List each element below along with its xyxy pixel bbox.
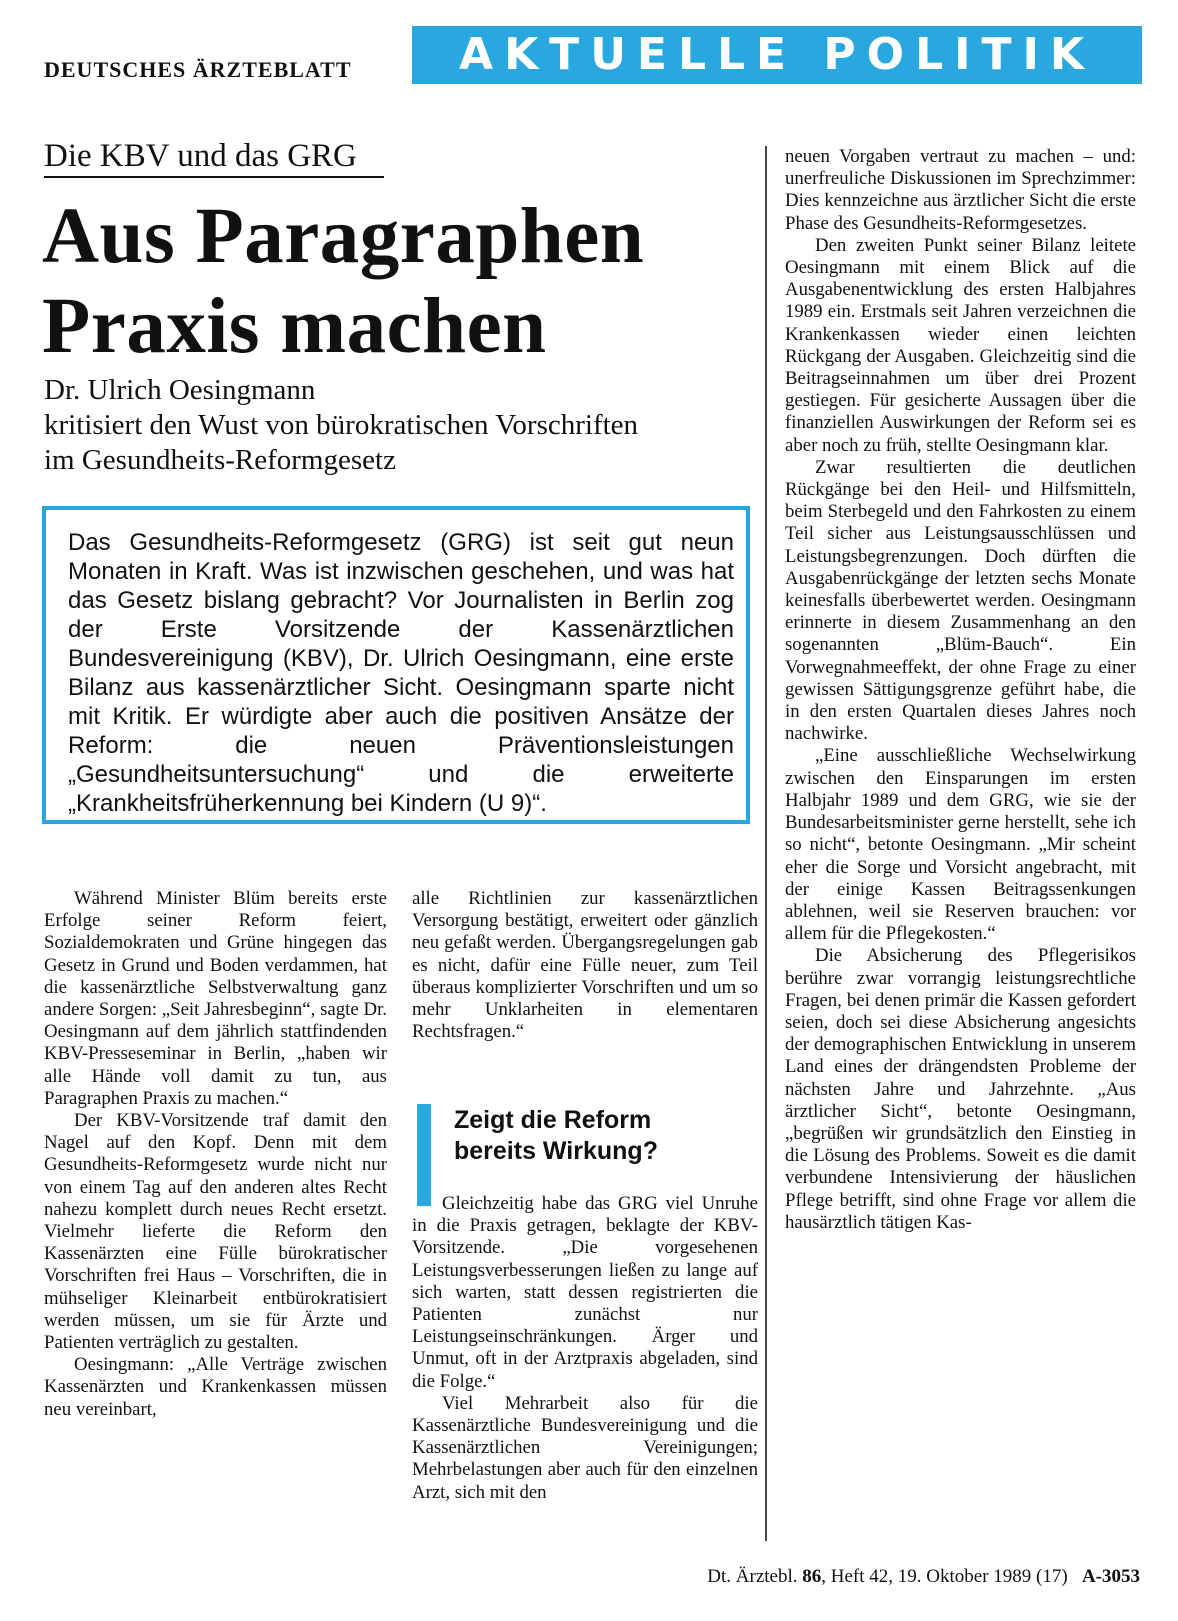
paragraph: Die Absicherung des Pflegerisikos berühre zwar vorrangig leistungsrechtliche Fragen, bei denen primär die Kassen gefordert seien, doch sei diese Absicherung angesichts der demographischen Entwicklung in unserem Land eines der drängendsten Probleme der nächsten Jahre und Jahrzehnte. „Aus ärztlicher Sicht“, betonte Oesingmann, „begrüßen wir grundsätzlich den Einstieg in die Lösung des Problems. Soweit es die damit verbundene Intensivierung der häuslichen Pflege betrifft, sind ohne Frage vor allem die hausärztlich tätigen Kas- [785,945,1136,1233]
section-banner [412,26,1142,84]
subheading-line-2: bereits Wirkung? [454,1137,658,1165]
subtitle-line-1: Dr. Ulrich Oesingmann [44,374,316,406]
body-column-1 [44,888,387,1421]
section-title: AKTUELLE POLITIK [459,29,1095,80]
subtitle-line-2: kritisiert den Wust von bürokratischen Vorschriften [44,409,639,441]
paragraph: Oesingmann: „Alle Verträge zwischen Kassenärzten und Krankenkassen müssen neu vereinbart, [44,1354,387,1420]
headline-line-2: Praxis machen [42,283,547,370]
body-column-2-bottom [412,1193,758,1504]
paragraph: Gleichzeitig habe das GRG viel Unruhe in die Praxis getragen, beklagte der KBV-Vorsitzende. „Die vorgesehenen Leistungsverbesserungen ließen zu lange auf sich warten, statt dessen registrierten die Patienten zunächst nur Leistungseinschränkungen. Ärger und Unmut, oft in der Arztpraxis abgeladen, sind die Folge.“ [412,1193,758,1392]
page-footer [600,1566,1140,1588]
subheading [454,1105,754,1167]
paragraph: Während Minister Blüm bereits erste Erfolge seiner Reform feiert, Sozialdemokraten und Grüne hingegen das Gesetz in Grund und Boden verdammen, hat die kassenärztliche Selbstverwaltung ganz andere Sorgen: „Seit Jahresbeginn“, sagte Dr. Oesingmann auf dem jährlich stattfindenden KBV-Presseseminar in Berlin, „haben wir alle Hände voll damit zu tun, aus Paragraphen Praxis zu machen.“ [44,888,387,1109]
footer-journal: Dt. Ärztebl. [707,1566,798,1587]
article-kicker: Die KBV und das GRG [44,136,384,178]
paragraph: „Eine ausschließliche Wechselwirkung zwischen den Einsparungen im ersten Halbjahr 1989 und dem GRG, wie sie der Bundesarbeitsminister gerne herstellt, sehe ich so nicht“, betonte Oesingmann. „Mir scheint eher die Sorge und Vorsicht angebracht, mit der einige Kassen Beitragssenkungen ablehnen, weil sie Reserven brauchen: vor allem für die Pflegekosten.“ [785,745,1136,945]
paragraph: Den zweiten Punkt seiner Bilanz leitete Oesingmann mit einem Blick auf die Ausgabenentwicklung des ersten Halbjahres 1989 ein. Erstmals seit Jahren verzeichnen die Krankenkassen wieder einen leichten Rückgang der Ausgaben. Gleichzeitig sind die Beitragseinnahmen um über drei Prozent gestiegen. Für gesicherte Aussagen über die finanziellen Auswirkungen der Reform sei es aber noch zu früh, stellte Oesingmann klar. [785,234,1136,456]
column-divider [765,146,767,1541]
paragraph: neuen Vorgaben vertraut zu machen – und: unerfreuliche Diskussionen im Sprechzimmer: Dies kennzeichne aus ärztlicher Sicht die erste Phase des Gesundheits-Reformgesetzes. [785,146,1136,234]
subheading-line-1: Zeigt die Reform [454,1106,652,1134]
article-subtitle [44,373,784,478]
article-headline [42,192,782,372]
paragraph: Der KBV-Vorsitzende traf damit den Nagel auf den Kopf. Denn mit dem Gesundheits-Reformgesetz wurde nicht nur von einem Tag auf den anderen altes Recht nahezu komplett durch neues Recht ersetzt. Vielmehr lieferte die Reform den Kassenärzten eine Fülle bürokratischer Vorschriften frei Haus – Vorschriften, die in mühseliger Kleinarbeit entbürokratisiert werden müssen, um sie für Ärzte und Patienten verträglich zu gestalten. [44,1110,387,1354]
page-number: A-3053 [1081,1566,1140,1587]
footer-volume: 86 [802,1566,822,1587]
journal-name: DEUTSCHES ÄRZTEBLATT [44,57,352,82]
headline-line-1: Aus Paragraphen [42,193,645,280]
body-column-3 [785,146,1136,1234]
intro-text: Das Gesundheits-Reformgesetz (GRG) ist seit gut neun Monaten in Kraft. Was ist inzwischen geschehen, und was hat das Gesetz bislang gebracht? Vor Journalisten in Berlin zog der Erste Vorsitzende der Kassenärztlichen Bundesvereinigung (KBV), Dr. Ulrich Oesingmann, eine erste Bilanz aus kassenärztlicher Sicht. Oesingmann sparte nicht mit Kritik. Er würdigte aber auch die positiven Ansätze der Reform: die neuen Präventionsleistungen „Gesundheitsuntersuchung“ und die erweiterte „Krankheitsfrüherkennung bei Kindern (U 9)“. [68,529,734,817]
footer-issue: , Heft 42, 19. Oktober 1989 (17) [821,1566,1068,1587]
body-column-2-top [412,888,758,1043]
subtitle-line-3: im Gesundheits-Reformgesetz [44,444,396,476]
subheading-marker [417,1104,431,1206]
paragraph: Viel Mehrarbeit also für die Kassenärztliche Bundesvereinigung und die Kassenärztlichen Vereinigungen; Mehrbelastungen aber auch für den einzelnen Arzt, sich mit den [412,1392,758,1503]
paragraph: Zwar resultierten die deutlichen Rückgänge bei den Heil- und Hilfsmitteln, beim Sterbegeld und den Fahrkosten zu einem Teil sicher aus Leistungsausschlüssen und Leistungsbegrenzungen. Doch dürften die Ausgabenrückgänge der letzten sechs Monate keinesfalls überbewertet werden. Oesingmann erinnerte in diesem Zusammenhang an den sogenannten „Blüm-Bauch“. Ein Vorwegnahmeeffekt, der ohne Frage zu einer gewissen Sättigungsgrenze geführt habe, die in den ersten Quartalen dieses Jahres noch nachwirke. [785,456,1136,745]
paragraph: alle Richtlinien zur kassenärztlichen Versorgung bestätigt, erweitert oder gänzlich neu gefaßt werden. Übergangsregelungen gab es nicht, dafür eine Fülle neuer, zum Teil überaus komplizierter Vorschriften und um so mehr Unklarheiten in elementaren Rechtsfragen.“ [412,888,758,1043]
